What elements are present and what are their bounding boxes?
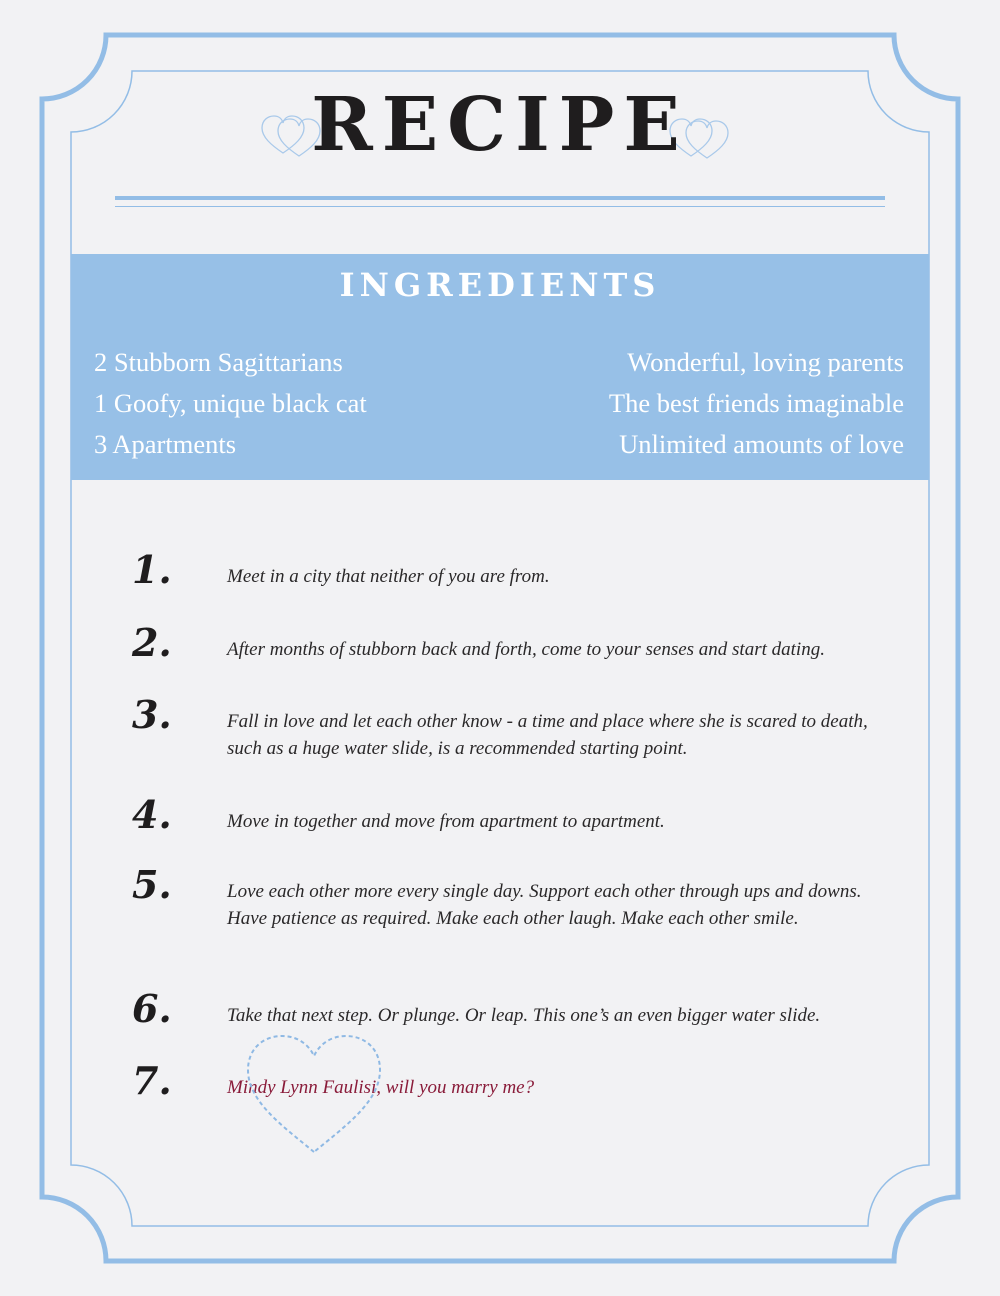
ingredients-list-left: [94, 344, 367, 467]
step-text: Love each other more every single day. Support each other through ups and downs. Have patience as required. Make each other laugh. Make each other smile.: [227, 881, 862, 929]
step-text: Take that next step. Or plunge. Or leap. This one’s an even bigger water slide.: [227, 1005, 821, 1026]
step-number: 4.: [132, 792, 172, 837]
step-number: 6.: [132, 986, 172, 1031]
step-number: 3.: [132, 692, 172, 737]
ingredient-item: The best friends imaginable: [608, 388, 904, 418]
ingredients-list-right: [609, 344, 904, 467]
step-text: After months of stubborn back and forth, come to your senses and start dating.: [227, 639, 825, 660]
proposal-text: Mindy Lynn Faulisi, will you marry me?: [227, 1077, 535, 1098]
ingredient-item: Unlimited amounts of love: [619, 429, 904, 459]
step-number: 5.: [132, 862, 172, 907]
ingredients-heading: INGREDIENTS: [339, 266, 661, 304]
page-title: RECIPE: [311, 82, 689, 168]
step-text: Move in together and move from apartment to apartment.: [227, 811, 665, 832]
ingredient-item: 1 Goofy, unique black cat: [94, 388, 367, 418]
ingredient-item: 3 Apartments: [94, 429, 237, 459]
step-text: Meet in a city that neither of you are from.: [227, 566, 550, 587]
title-divider-thick: [115, 196, 885, 200]
ingredients-panel: [71, 254, 929, 480]
step-number: 7.: [132, 1058, 172, 1103]
title-divider-thin: [115, 206, 885, 207]
dashed-heart-outline-icon: [244, 1032, 384, 1157]
step-text: Fall in love and let each other know - a time and place where she is scared to death, such as a huge water slide, is a recommended starting point.: [227, 711, 868, 759]
ingredient-item: Wonderful, loving parents: [627, 347, 904, 377]
step-number: 1.: [132, 547, 172, 592]
step-number: 2.: [132, 620, 172, 665]
ingredient-item: 2 Stubborn Sagittarians: [94, 347, 343, 377]
